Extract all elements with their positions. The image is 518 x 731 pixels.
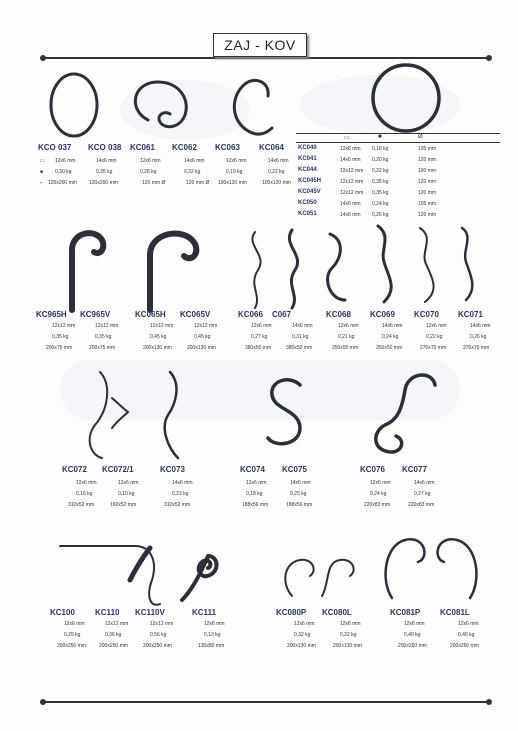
table-rule [296, 142, 500, 143]
s-piece [252, 232, 260, 308]
wave-piece [90, 372, 108, 458]
weight-icon: ■ [378, 134, 382, 140]
rule-endpoint [486, 699, 492, 705]
product-code: KC069 [370, 310, 395, 319]
s-scroll-piece [268, 380, 300, 444]
product-code: KC081P [390, 608, 421, 617]
spiral-piece [182, 556, 217, 600]
product-code: KC080P [276, 608, 307, 617]
product-code: KC071 [458, 310, 483, 319]
s-piece [378, 226, 391, 302]
product-code: KC062 [172, 143, 197, 152]
product-code: KC065H [135, 310, 166, 319]
s-piece [462, 228, 472, 300]
product-code: KC063 [215, 143, 240, 152]
weight-icon: ■ [40, 169, 44, 175]
product-code: KC111 [192, 608, 217, 617]
s-piece [328, 234, 345, 300]
s-piece [289, 230, 297, 308]
square-icon: ▭ [344, 135, 350, 141]
product-code: KC110V [135, 608, 165, 617]
scroll-piece [135, 82, 186, 127]
product-code: KC077 [402, 465, 427, 474]
oval-piece [51, 74, 97, 136]
product-code: KC110 [95, 608, 120, 617]
big-scroll-piece [438, 539, 477, 598]
product-code: KC065V [180, 310, 211, 319]
product-code: KCO 037 [38, 143, 72, 152]
footer-rule [42, 701, 489, 703]
ring-piece [373, 65, 439, 131]
product-code: KCO 038 [88, 143, 122, 152]
wave-piece [165, 372, 178, 458]
hook-piece [130, 548, 150, 580]
heart-scroll-piece [285, 560, 313, 596]
c-scroll-piece [234, 80, 272, 134]
dimension-icon: ⌐ [40, 180, 43, 186]
product-code: KC061 [130, 143, 155, 152]
table-rule [296, 133, 500, 134]
product-code: KC074 [240, 465, 265, 474]
crook-piece [150, 233, 196, 310]
product-code: KC072/1 [102, 465, 134, 474]
page-title: ZAJ - KOV [213, 33, 307, 57]
diameter-icon: Ø [418, 134, 423, 140]
product-code: KC064 [259, 143, 284, 152]
product-code: KC068 [326, 310, 351, 319]
product-code: KC075 [282, 465, 307, 474]
product-code: KC100 [50, 608, 75, 617]
s-piece [420, 228, 434, 302]
heart-scroll-piece [322, 560, 354, 596]
product-code: KC080L [322, 608, 352, 617]
s-scroll-piece [376, 375, 435, 452]
wave-piece [112, 398, 128, 428]
product-code: KC965V [80, 310, 111, 319]
product-code: KC066 [238, 310, 263, 319]
catalog-page: ZAJ - KOV KCO 037 KCO 038 KC061 KC062 KC063 KC064 ▭ 12x6 mm 14x6 mm 12x6 mm 14x6 mm 12x6 mm 14x6 mm ■ 0,30 kg 0,35 kg 0,28 kg 0,32 kg 0,19 kg 0,22 kg ⌐ 120x200 mm 120x200 mm 120 mm Ø 120 mm Ø 100x120 mm 100x120 mm ▭ ■ Ø KC040 12x6 mm 0,18 kg 105 mm KC041 14x6 mm 0,20 kg 120 mm KC044 12x12 mm 0,32 kg 100 mm KC045H 12x12 mm 0,35 kg 120 mm KC045V 12x12 mm 0,35 kg 120 mm KC050 14x6 mm 0,24 kg 105 mm KC051 14x6 mm 0,26 kg 120 mm KC965H KC965V KC065H KC065V KC066 C067 KC068 KC069 KC070 KC071 12x12 mm 12x12 mm 12x12 mm 12x12 mm 12x6 mm 14x6 mm 12x6 mm 14x6 mm 12x6 mm 14x6 mm 0,35 kg 0,35 kg 0,45 kg 0,45 kg 0,27 kg 0,31 kg 0,21 kg 0,24 kg 0,22 kg 0,26 kg 200x75 mm 200x75 mm 200x130 mm 200x130 mm 380x50 mm 380x50 mm 250x50 mm 250x50 mm 270x70 mm 270x70 mm KC072 KC072/1 KC073 KC074 KC075 KC076 KC077 12x6 mm 12x6 mm 14x6 mm 12x6 mm 14x6 mm 12x6 mm 14x6 mm 0,16 kg 0,10 kg 0,23 kg 0,18 kg 0,25 kg 0,24 kg 0,27 kg 310x52 mm 160x52 mm 310x52 mm 188x56 mm 188x56 mm 220x83 mm 220x83 mm KC100 KC110 KC110V KC111 KC080P KC080L KC081P KC081L 12x6 mm 12x12 mm 12x12 mm 12x6 mm 12x6 mm 12x6 mm 12x6 mm 12x6 mm 0,25 kg 0,36 kg 0,56 kg 0,13 kg 0,32 kg 0,32 kg 0,40 kg 0,40 kg 200x250 mm 200x250 mm 200x250 mm 130x80 mm 200x130 mm 200x130 mm 200x260 mm 200x260 mm [0, 0, 518, 731]
square-icon: ▭ [40, 158, 45, 164]
product-code: KC965H [36, 310, 67, 319]
product-code: KC072 [62, 465, 87, 474]
crook-piece [72, 233, 103, 310]
product-code: KC081L [440, 608, 470, 617]
product-code: KC070 [414, 310, 439, 319]
product-code: C067 [272, 310, 292, 319]
product-code: KC073 [160, 465, 185, 474]
big-scroll-piece [386, 539, 425, 598]
product-code: KC076 [360, 465, 385, 474]
